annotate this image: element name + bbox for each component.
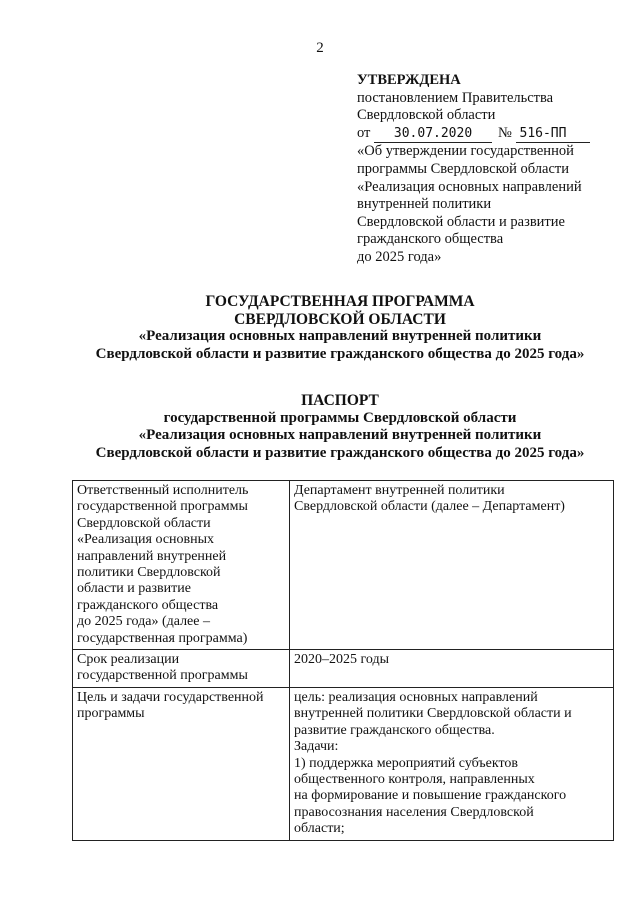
cell-line: программы [77, 706, 145, 722]
program-heading-line: Свердловской области и развитие гражданского общества до 2025 года» [95, 345, 585, 362]
cell-line: гражданского общества [77, 597, 219, 613]
cell-line: «Реализация основных [77, 532, 215, 548]
page-number: 2 [316, 40, 324, 56]
decree-title-line: программы Свердловской области [357, 160, 570, 177]
table-row [73, 687, 614, 840]
passport-heading-line: Свердловской области и развитие гражданского общества до 2025 года» [95, 444, 585, 461]
passport-heading-line: «Реализация основных направлений внутренней политики [138, 427, 542, 443]
cell-line: Свердловской области (далее – Департамент) [294, 499, 565, 515]
table-cell-label [73, 481, 290, 650]
cell-line: Свердловской области [77, 515, 211, 531]
cell-line: на формирование и повышение гражданского [294, 788, 567, 804]
table-cell-value [290, 650, 614, 688]
cell-line: Задачи: [294, 739, 339, 755]
passport-heading [60, 392, 620, 462]
cell-line: внутренней политики Свердловской области и [294, 706, 572, 722]
cell-line: до 2025 года» (далее – [77, 614, 210, 630]
passport-title: ПАСПОРТ [301, 392, 379, 409]
cell-line: цель: реализация основных направлений [294, 689, 538, 705]
program-heading-line: ГОСУДАРСТВЕННАЯ ПРОГРАММА [205, 293, 475, 310]
decree-title-line: «Реализация основных направлений [357, 178, 582, 195]
cell-line: государственная программа) [77, 630, 248, 646]
approval-block [357, 72, 627, 267]
date-prefix: от [357, 124, 371, 141]
decree-date: 30.07.2020 [374, 125, 492, 144]
cell-line: Ответственный исполнитель [77, 483, 249, 498]
cell-line: государственной программы [77, 668, 248, 684]
decree-title-line: до 2025 года» [357, 248, 442, 265]
cell-line: правосознания населения Свердловской [294, 804, 534, 820]
program-heading [60, 293, 620, 363]
cell-line: развитие гражданского общества. [294, 722, 495, 738]
decree-title-line: гражданского общества [357, 231, 504, 248]
approval-line: Свердловской области [357, 107, 496, 124]
table-cell-label [73, 687, 290, 840]
cell-line: Департамент внутренней политики [294, 483, 505, 498]
cell-line: направлений внутренней [77, 548, 227, 564]
cell-line: государственной программы [77, 499, 248, 515]
passport-heading-line: государственной программы Свердловской области [163, 409, 517, 426]
decree-title-line: внутренней политики [357, 196, 492, 213]
cell-line: 1) поддержка мероприятий субъектов [294, 755, 519, 771]
decree-title-line: Свердловской области и развитие [357, 213, 565, 230]
table-cell-value [290, 481, 614, 650]
decree-title-line: «Об утверждении государственной [357, 143, 574, 160]
cell-line: области; [294, 821, 345, 837]
approval-stamp: УТВЕРЖДЕНА [357, 72, 461, 88]
number-sign: № [498, 124, 512, 141]
cell-line: политики Свердловской [77, 565, 221, 581]
table-row [73, 481, 614, 650]
approval-date-line [357, 125, 627, 144]
program-heading-line: «Реализация основных направлений внутренней политики [138, 328, 542, 344]
cell-line: общественного контроля, направленных [294, 771, 535, 787]
table-cell-value [290, 687, 614, 840]
table-row [73, 650, 614, 688]
cell-line: области и развитие [77, 581, 191, 597]
program-heading-line: СВЕРДЛОВСКОЙ ОБЛАСТИ [234, 310, 446, 328]
passport-table [72, 480, 614, 841]
decree-number: 516-ПП [516, 125, 590, 144]
table-cell-label [73, 650, 290, 688]
cell-line: Цель и задачи государственной [77, 689, 264, 705]
cell-line: 2020–2025 годы [294, 652, 390, 668]
approval-line: постановлением Правительства [357, 89, 554, 106]
cell-line: Срок реализации [77, 652, 180, 668]
